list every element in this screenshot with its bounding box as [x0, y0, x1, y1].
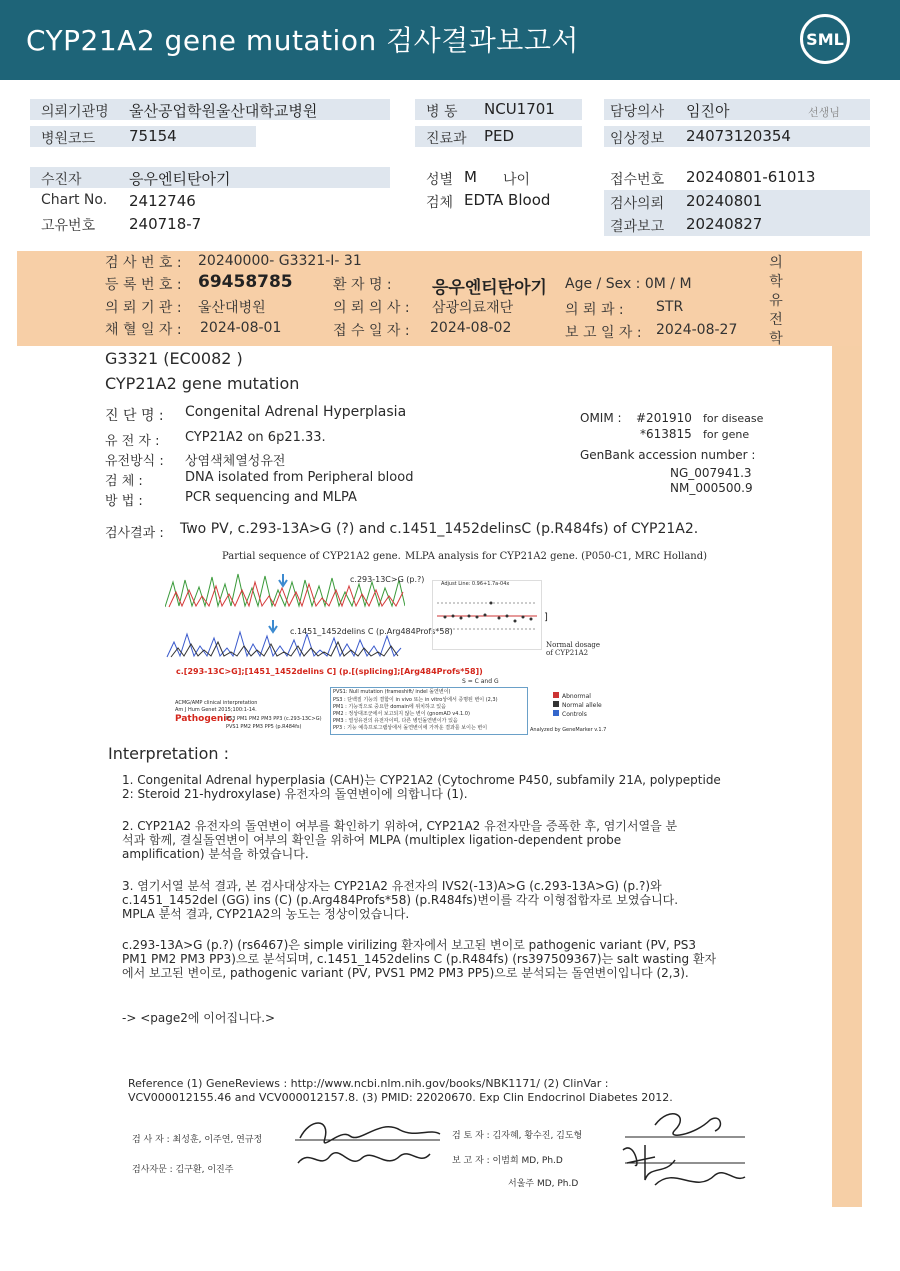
interp-p4-line2: PM1 PM2 PM3 PP3)으로 분석되며, c.1451_1452delins C (p.R484fs) (rs397509367)는 salt wasting 환자: [122, 952, 717, 966]
specimen-label: 검체: [426, 195, 454, 211]
vertical-char: 학: [769, 274, 783, 290]
mlpa-plot: [432, 580, 542, 650]
scan-side-band: [832, 346, 862, 1207]
genbank-ng: NG_007941.3: [670, 466, 752, 480]
mlpa-points: [433, 581, 541, 649]
institution-value: 울산공업학원울산대학교병원: [129, 102, 318, 120]
omim-disease: #201910: [636, 411, 692, 425]
evidence-line: PVS1: Null mutation (frameshift/ indel 돌연변이): [333, 689, 451, 695]
chart-label: Chart No.: [41, 192, 108, 208]
acmg-title: ACMG/AMP clinical interpretation: [175, 700, 258, 706]
scan-recv-date: 2024-08-02: [430, 320, 512, 336]
vertical-char: 전: [769, 312, 783, 328]
diag-value: Congenital Adrenal Hyperplasia: [185, 404, 407, 420]
omim-gene: *613815: [640, 427, 692, 441]
scan-vertical-label: [768, 254, 784, 349]
pathogenic-label: Pathogenic,: [175, 714, 236, 724]
scan-rep-date: 2024-08-27: [656, 322, 738, 338]
receipt-value: 20240801-61013: [686, 168, 816, 186]
scan-age-sex: Age / Sex : 0M / M: [565, 276, 692, 292]
scan-doc-label: 의 뢰 의 사 :: [333, 300, 410, 316]
scan-dept-label: 의 뢰 과 :: [565, 302, 624, 318]
method-label: 방 법 :: [105, 494, 143, 509]
evidence-line: PP3 : 기능 예측프로그램상에서 돌연변이에 가까운 결과를 보이는 변이: [333, 725, 488, 731]
legend-swatch: [553, 710, 559, 716]
test-name: CYP21A2 gene mutation: [105, 374, 300, 393]
sex-value: M: [464, 168, 477, 186]
scan-inst: 울산대병원: [198, 300, 266, 316]
interp-p1-line2: 2: Steroid 21-hydroxylase) 유전자의 돌연변이에 의합니다 (1).: [122, 787, 468, 801]
scan-reg-label: 등 록 번 호 :: [105, 277, 182, 293]
dept-value: PED: [484, 127, 515, 145]
acmg-codes1: PS3 PM1 PM2 PM3 PP3 (c.293-13C>G): [226, 716, 322, 722]
scan-draw-date: 2024-08-01: [200, 320, 282, 336]
inherit-label: 유전방식 :: [105, 454, 164, 469]
reporter2: 서울주 MD, Ph.D: [508, 1179, 579, 1189]
interpretation-title: Interpretation :: [108, 744, 229, 763]
scan-test-no-label: 검 사 번 호 :: [105, 255, 182, 271]
scan-draw-label: 채 혈 일 자 :: [105, 322, 182, 338]
acmg-codes2: PVS1 PM2 PM3 PP5 (p.R484fs): [226, 724, 302, 730]
request-label: 검사의뢰: [610, 196, 665, 212]
gene-label: 유 전 자 :: [105, 434, 160, 449]
mlpa-legend: [553, 692, 602, 719]
uid-label: 고유번호: [41, 218, 96, 234]
seq-title: Partial sequence of CYP21A2 gene.: [222, 551, 401, 562]
spec-label: 검 체 :: [105, 474, 143, 489]
test-code: G3321 (EC0082 ): [105, 349, 243, 368]
scan-reg-no: 69458785: [198, 272, 293, 292]
legend-swatch: [553, 701, 559, 707]
legend-item: [553, 701, 602, 710]
evidence-line: PM3 : 열성유전의 유전자이며, 다른 병인돌연변이가 있음: [333, 718, 458, 724]
patient-label: 수진자: [41, 172, 82, 188]
report-title: CYP21A2 gene mutation 검사결과보고서: [26, 24, 579, 57]
mut2-label: c.1451_1452delins C (p.Arg484Profs*58): [290, 627, 453, 636]
report-value: 20240827: [686, 215, 763, 233]
institution-label: 의뢰기관명: [41, 104, 109, 120]
clinical-value: 24073120354: [686, 127, 791, 145]
doctor-label: 담당의사: [610, 104, 665, 120]
scan-dept: STR: [656, 299, 684, 315]
advisor: 검사자문 : 김구환, 이진주: [132, 1165, 234, 1175]
bracket-icon: ]: [544, 612, 548, 623]
diag-label: 진 단 명 :: [105, 408, 164, 424]
legend-label: Controls: [562, 711, 587, 718]
genotype-label: c.[293-13C>G];[1451_1452delins C] (p.[(splicing];[Arg484Profs*58]): [176, 667, 483, 676]
sml-logo: SML: [800, 14, 850, 64]
age-label: 나이: [503, 172, 531, 188]
omim-label: OMIM :: [580, 411, 622, 425]
legend-label: Abnormal: [562, 693, 591, 700]
interp-p1-line1: 1. Congenital Adrenal hyperplasia (CAH)는 CYP21A2 (Cytochrome P450, subfamily 21A, polypeptide: [122, 773, 721, 787]
scan-test-no: 20240000- G3321-I- 31: [198, 253, 362, 269]
genbank-nm: NM_000500.9: [670, 481, 753, 495]
interp-p3-line1: 3. 염기서열 분석 결과, 본 검사대상자는 CYP21A2 유전자의 IVS2(-13)A>G (c.293-13A>G) (p.?)와: [122, 879, 662, 893]
legend-item: [553, 692, 602, 701]
normal-dosage-label: Normal dosage of CYP21A2: [546, 641, 601, 657]
doctor-suffix: 선생님: [808, 106, 840, 119]
chart-value: 2412746: [129, 192, 196, 210]
legend-swatch: [553, 692, 559, 698]
tester: 검 사 자 : 최성훈, 이주연, 연규정: [132, 1135, 263, 1145]
evidence-box: [330, 687, 528, 735]
interp-p2-line3: amplification) 분석을 하였습니다.: [122, 847, 309, 861]
result-label: 검사결과 :: [105, 526, 164, 541]
signature-reviewer: [615, 1105, 750, 1200]
scan-name-label: 환 자 명 :: [333, 277, 392, 293]
vertical-char: 의: [769, 255, 783, 271]
scan-doc: 삼광의료재단: [432, 300, 514, 316]
uid-value: 240718-7: [129, 215, 202, 233]
sex-label: 성별: [426, 172, 454, 188]
inherit-value: 상염색체열성유전: [185, 454, 286, 469]
report-label: 결과보고: [610, 219, 665, 235]
hospital-code-label: 병원코드: [41, 131, 96, 147]
scan-recv-label: 접 수 일 자 :: [333, 323, 410, 339]
hospital-code-value: 75154: [129, 127, 177, 145]
omim-gene-note: for gene: [703, 428, 750, 441]
signature-tester: [290, 1108, 450, 1178]
reporter: 보 고 자 : 이범희 MD, Ph.D: [452, 1156, 563, 1166]
mut1-label: c.293-13C>G (p.?): [350, 575, 425, 584]
interp-p4-line1: c.293-13A>G (p.?) (rs6467)은 simple virilizing 환자에서 보고된 변이로 pathogenic variant (PV, PS3: [122, 938, 697, 952]
reference-line1: Reference (1) GeneReviews : http://www.ncbi.nlm.nih.gov/books/NBK1171/ (2) ClinVar :: [128, 1077, 609, 1090]
mlpa-title: MLPA analysis for CYP21A2 gene. (P050-C1, MRC Holland): [405, 551, 708, 562]
interp-p2-line1: 2. CYP21A2 유전자의 돌연변이 여부를 확인하기 위하여, CYP21A2 유전자만을 증폭한 후, 염기서열을 분: [122, 819, 678, 833]
omim-disease-note: for disease: [703, 412, 764, 425]
ward-label: 병 동: [426, 104, 458, 120]
scan-inst-label: 의 뢰 기 관 :: [105, 300, 182, 316]
ward-value: NCU1701: [484, 100, 555, 118]
legend-item: [553, 710, 602, 719]
doctor-value: 임진아: [686, 102, 730, 120]
arrow-icon: [269, 620, 277, 632]
dept-label: 진료과: [426, 131, 467, 147]
evidence-line: PM1 : 기능적으로 중요한 domain에 위치하고 있음: [333, 704, 446, 710]
vertical-char: 학: [769, 331, 783, 347]
interp-p3-line2: c.1451_1452del (GG) ins (C) (p.Arg484Profs*58) (p.R484fs)변이를 각각 이형접합자로 보였습니다.: [122, 893, 679, 907]
patient-value: 응우엔티탄아기: [129, 170, 231, 188]
evidence-line: PM2 : 정상대조군에서 보고되지 않는 변이 (gnomAD v4.1.0): [333, 711, 470, 717]
scan-patient-name: 응우엔티탄아기: [432, 278, 547, 298]
scan-rep-label: 보 고 일 자 :: [565, 325, 642, 341]
reviewer: 검 토 자 : 김자혜, 황수진, 김도형: [452, 1131, 583, 1141]
gene-value: CYP21A2 on 6p21.33.: [185, 430, 326, 445]
request-value: 20240801: [686, 192, 763, 210]
receipt-label: 접수번호: [610, 172, 665, 188]
specimen-value: EDTA Blood: [464, 191, 551, 209]
vertical-char: 유: [769, 293, 783, 309]
s-label: S = C and G: [462, 678, 499, 685]
spec-value: DNA isolated from Peripheral blood: [185, 470, 414, 485]
interp-p3-line3: MPLA 분석 결과, CYP21A2의 농도는 정상이었습니다.: [122, 907, 410, 921]
legend-label: Normal allele: [562, 702, 602, 709]
acmg-ref: Am J Hum Genet 2015;100:1-14.: [175, 707, 257, 713]
continued-note: -> <page2에 이어집니다.>: [122, 1011, 276, 1025]
analyzed-by: Analyzed by GeneMarker v.1.7: [530, 727, 607, 733]
evidence-line: PS3 : 단백질 기능의 결함이 in vivo 또는 in vitro상에서 증명된 변이 (2,3): [333, 697, 498, 703]
method-value: PCR sequencing and MLPA: [185, 490, 357, 505]
interp-p4-line3: 에서 보고된 변이로, pathogenic variant (PV, PVS1 PM2 PM3 PP5)으로 분석되는 돌연변이입니다 (2,3).: [122, 966, 689, 980]
genbank-label: GenBank accession number :: [580, 448, 756, 462]
arrow-icon: [279, 574, 287, 586]
clinical-label: 임상정보: [610, 131, 665, 147]
reference-line2: VCV000012155.46 and VCV000012157.8. (3) PMID: 22020670. Exp Clin Endocrinol Diabetes 2012.: [128, 1091, 673, 1104]
result-value: Two PV, c.293-13A>G (?) and c.1451_1452delinsC (p.R484fs) of CYP21A2.: [180, 521, 699, 537]
interp-p2-line2: 석과 함께, 결실돌연변이 여부의 확인을 위하여 MLPA (multiplex ligation-dependent probe: [122, 833, 622, 847]
mlpa-adjust-line: Adjust Line: 0.96+1.7a-04x: [441, 581, 510, 587]
